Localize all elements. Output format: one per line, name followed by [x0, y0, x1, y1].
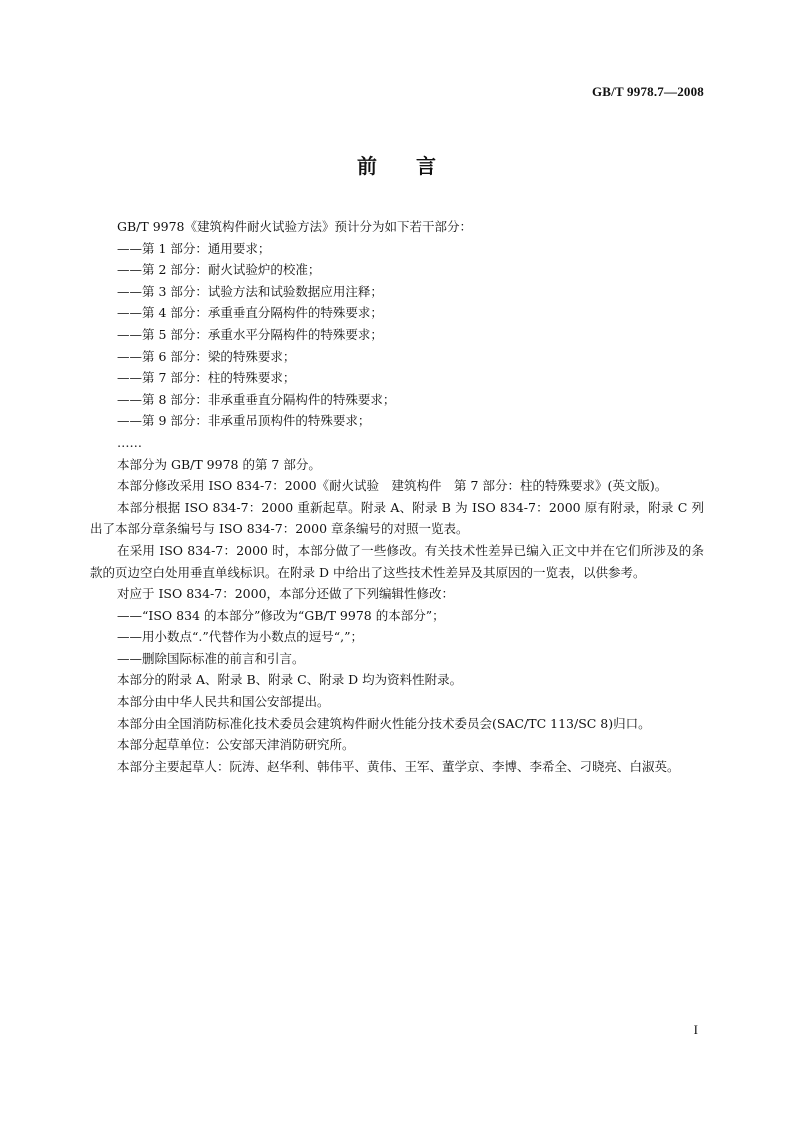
paragraph-annexes: 本部分的附录 A、附录 B、附录 C、附录 D 均为资料性附录。	[117, 672, 463, 688]
paragraph-modifications: 在采用 ISO 834-7：2000 时，本部分做了一些修改。有关技术性差异已编入正文中并在它们所涉及的条款的页边空白处用垂直单线标识。在附录 D 中给出了这些技术性差异及其原因的一览表，以供参考。	[90, 542, 704, 580]
title-char-1: 前	[357, 154, 378, 178]
standard-code: GB/T 9978.7—2008	[591, 84, 704, 99]
editorial-item-2: ——用小数点“.”代替作为小数点的逗号“,”；	[117, 629, 364, 645]
paragraph-committee: 本部分由全国消防标准化技术委员会建筑构件耐火性能分技术委员会(SAC/TC 113/SC 8)归口。	[117, 715, 651, 731]
list-item-part-8: ——第 8 部分：非承重垂直分隔构件的特殊要求；	[117, 391, 396, 407]
editorial-item-1: ——“ISO 834 的本部分”修改为“GB/T 9978 的本部分”；	[117, 607, 445, 623]
page-title	[0, 150, 794, 179]
list-item-part-1: ——第 1 部分：通用要求；	[117, 240, 271, 256]
title-char-2: 言	[416, 154, 437, 178]
list-item-part-4: ——第 4 部分：承重垂直分隔构件的特殊要求；	[117, 305, 383, 321]
paragraph-adoption: 本部分修改采用 ISO 834-7：2000《耐火试验 建筑构件 第 7 部分：柱的特殊要求》(英文版)。	[117, 478, 668, 494]
intro-paragraph: GB/T 9978《建筑构件耐火试验方法》预计分为如下若干部分：	[117, 219, 473, 234]
list-item-part-2: ——第 2 部分：耐火试验炉的校准；	[117, 262, 321, 278]
page-number: I	[693, 1022, 698, 1037]
list-item-part-5: ——第 5 部分：承重水平分隔构件的特殊要求；	[117, 326, 383, 342]
list-item-part-6: ——第 6 部分：梁的特殊要求；	[117, 348, 296, 364]
paragraph-proposer: 本部分由中华人民共和国公安部提出。	[117, 694, 330, 710]
editorial-item-3: ——删除国际标准的前言和引言。	[117, 650, 305, 666]
foreword-body	[90, 216, 704, 777]
list-item-part-3: ——第 3 部分：试验方法和试验数据应用注释；	[117, 283, 383, 299]
paragraph-redrafting: 本部分根据 ISO 834-7：2000 重新起草。附录 A、附录 B 为 ISO 834-7：2000 原有附录，附录 C 列出了本部分章条编号与 ISO 834-7：2000 章条编号的对照一览表。	[90, 499, 704, 537]
paragraph-drafters: 本部分主要起草人：阮涛、赵华利、韩伟平、黄伟、王军、董学京、李博、李希全、刁晓亮、白淑英。	[117, 758, 680, 774]
paragraph-part-statement: 本部分为 GB/T 9978 的第 7 部分。	[117, 456, 321, 472]
ellipsis-line: ……	[117, 434, 142, 450]
paragraph-editorial-intro: 对应于 ISO 834-7：2000，本部分还做了下列编辑性修改：	[117, 586, 455, 602]
list-item-part-9: ——第 9 部分：非承重吊顶构件的特殊要求；	[117, 413, 371, 429]
list-item-part-7: ——第 7 部分：柱的特殊要求；	[117, 370, 296, 386]
paragraph-drafting-unit: 本部分起草单位：公安部天津消防研究所。	[117, 737, 355, 753]
